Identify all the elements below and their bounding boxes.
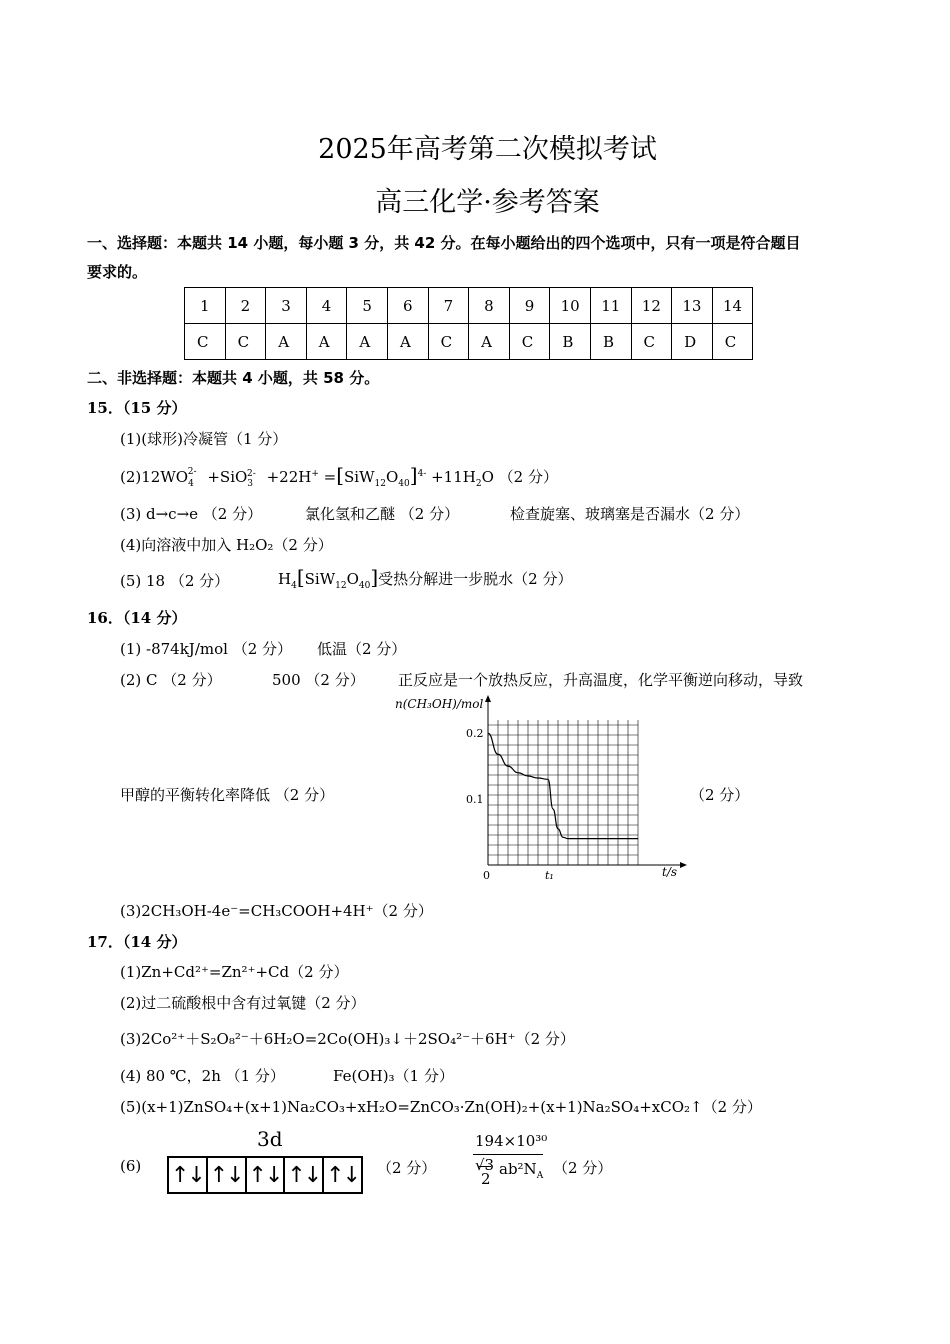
q15-p5a: (5) 18 （2 分） xyxy=(120,572,230,590)
x-axis-arrow xyxy=(680,862,687,868)
answer-letter-cell: C xyxy=(428,324,469,360)
answer-letter-cell: D xyxy=(672,324,713,360)
q15-p5-formula: $H_4[SiW_{12}O_{40}]$受热分解进一步脱水（2 分） xyxy=(278,565,573,591)
series-line xyxy=(548,779,638,838)
fraction-denominator: ab²N xyxy=(499,1160,537,1178)
answer-letter-cell: A xyxy=(387,324,428,360)
orbital-diagram xyxy=(167,1156,363,1194)
section2-heading: 二、非选择题：本题共 4 小题，共 58 分。 xyxy=(87,369,380,387)
page-title: 2025年高考第二次模拟考试 xyxy=(318,134,657,165)
q15-title: 15．（15 分） xyxy=(87,399,187,417)
answer-letter-cell: C xyxy=(225,324,266,360)
q16-p2d: 甲醇的平衡转化率降低 （2 分） xyxy=(120,786,335,804)
y-tick-label: 0.2 xyxy=(466,727,484,741)
section1-heading: 一、选择题：本题共 14 小题，每小题 3 分，共 42 分。在每小题给出的四个选项中，只有一项是符合题目 xyxy=(87,234,801,252)
q16-p1a: (1) -874kJ/mol （2 分） xyxy=(120,640,293,658)
chart-xlabel: t/s xyxy=(662,865,678,879)
orbital-box: ↑↓ xyxy=(326,1162,360,1188)
orbital-box: ↑↓ xyxy=(169,1158,208,1192)
q15-p3b: 氯化氢和乙醚 （2 分） xyxy=(305,505,460,523)
answer-letter-cell: C xyxy=(185,324,226,360)
q16-p2e: （2 分） xyxy=(690,786,750,804)
fraction-numerator: 194×10³⁰ xyxy=(475,1132,548,1150)
answer-table-numbers xyxy=(185,288,753,324)
answer-number-cell: 8 xyxy=(469,288,510,324)
answer-number-cell: 6 xyxy=(387,288,428,324)
q15-p1: (1)(球形)冷凝管（1 分） xyxy=(120,430,288,448)
answer-letter-cell: A xyxy=(306,324,347,360)
orbital-box: ↑↓ xyxy=(247,1158,286,1192)
q15-p3c: 检查旋塞、玻璃塞是否漏水（2 分） xyxy=(510,505,750,523)
q15-p4: (4)向溶液中加入 H₂O₂（2 分） xyxy=(120,536,333,554)
q17-p5: (5)(x+1)ZnSO₄+(x+1)Na₂CO₃+xH₂O=ZnCO₃·Zn(OH)₂+(x+1)Na₂SO₄+xCO₂↑（2 分） xyxy=(120,1098,762,1116)
q16-p2c: 正反应是一个放热反应，升高温度，化学平衡逆向移动，导致 xyxy=(398,671,804,689)
methanol-chart xyxy=(390,692,700,887)
answer-number-cell: 2 xyxy=(225,288,266,324)
q16-p1b: 低温（2 分） xyxy=(317,640,407,658)
answer-letter-cell: C xyxy=(631,324,672,360)
page-subtitle: 高三化学·参考答案 xyxy=(375,187,600,218)
q16-title: 16．（14 分） xyxy=(87,609,187,627)
q17-p3: (3)2Co²⁺＋S₂O₈²⁻＋6H₂O=2Co(OH)₃↓＋2SO₄²⁻＋6H⁺（2 分） xyxy=(120,1030,575,1048)
q17-p6-score2: （2 分） xyxy=(553,1159,613,1177)
answer-letter-cell: B xyxy=(590,324,631,360)
q15-p3a: (3) d→c→e （2 分） xyxy=(120,505,263,523)
answer-number-cell: 5 xyxy=(347,288,388,324)
q17-p6: (6) xyxy=(120,1157,142,1175)
q15-p2-prefix: (2)12WO xyxy=(120,468,189,486)
section1-heading-cont: 要求的。 xyxy=(87,263,148,281)
answer-number-cell: 4 xyxy=(306,288,347,324)
q16-p3: (3)2CH₃OH-4e⁻=CH₃COOH+4H⁺（2 分） xyxy=(120,902,433,920)
orbital-label: 3d xyxy=(257,1127,283,1151)
answer-number-cell: 9 xyxy=(509,288,550,324)
q17-p6-score1: （2 分） xyxy=(377,1159,437,1177)
q17-p1: (1)Zn+Cd²⁺=Zn²⁺+Cd（2 分） xyxy=(120,963,349,981)
y-tick-label: 0.1 xyxy=(466,793,484,807)
answer-number-cell: 11 xyxy=(590,288,631,324)
answer-number-cell: 12 xyxy=(631,288,672,324)
answer-letter-cell: A xyxy=(347,324,388,360)
answer-number-cell: 10 xyxy=(550,288,591,324)
q17-p4b: Fe(OH)₃（1 分） xyxy=(333,1067,454,1085)
q15-p5b: 受热分解进一步脱水（2 分） xyxy=(378,570,573,588)
answer-table xyxy=(184,287,753,360)
q16-p2b: 500 （2 分） xyxy=(272,671,365,689)
density-fraction: 194×10³⁰ √3 2 $ab^2N_A$ xyxy=(475,1132,548,1188)
answer-letter-cell: A xyxy=(469,324,510,360)
answer-number-cell: 3 xyxy=(266,288,307,324)
answer-number-cell: 7 xyxy=(428,288,469,324)
answer-number-cell: 13 xyxy=(672,288,713,324)
answer-letter-cell: A xyxy=(266,324,307,360)
q17-title: 17．（14 分） xyxy=(87,933,187,951)
y-axis-arrow xyxy=(485,695,491,702)
answer-letter-cell: C xyxy=(712,324,753,360)
answer-number-cell: 14 xyxy=(712,288,753,324)
answer-table-answers xyxy=(185,324,753,360)
x-tick-label: 0 xyxy=(483,869,490,882)
answer-letter-cell: B xyxy=(550,324,591,360)
q17-p4a: (4) 80 ℃，2h （1 分） xyxy=(120,1067,285,1085)
orbital-box: ↑↓ xyxy=(208,1158,247,1192)
q15-p2-score: （2 分） xyxy=(498,468,558,486)
chart-ylabel: n(CH₃OH)/mol xyxy=(395,697,484,711)
q15-p2: $(2)12WO_4^{2-} +SiO_3^{2-} +22H^+ =[SiW_{12}O_{40}]^{4-} +11H_2O$ （2 分） xyxy=(120,463,558,489)
orbital-box: ↑↓ xyxy=(285,1158,324,1192)
answer-number-cell: 1 xyxy=(185,288,226,324)
q17-p2: (2)过二硫酸根中含有过氧键（2 分） xyxy=(120,994,366,1012)
q16-p2a: (2) C （2 分） xyxy=(120,671,222,689)
answer-letter-cell: C xyxy=(509,324,550,360)
x-tick-label: t₁ xyxy=(545,869,554,882)
